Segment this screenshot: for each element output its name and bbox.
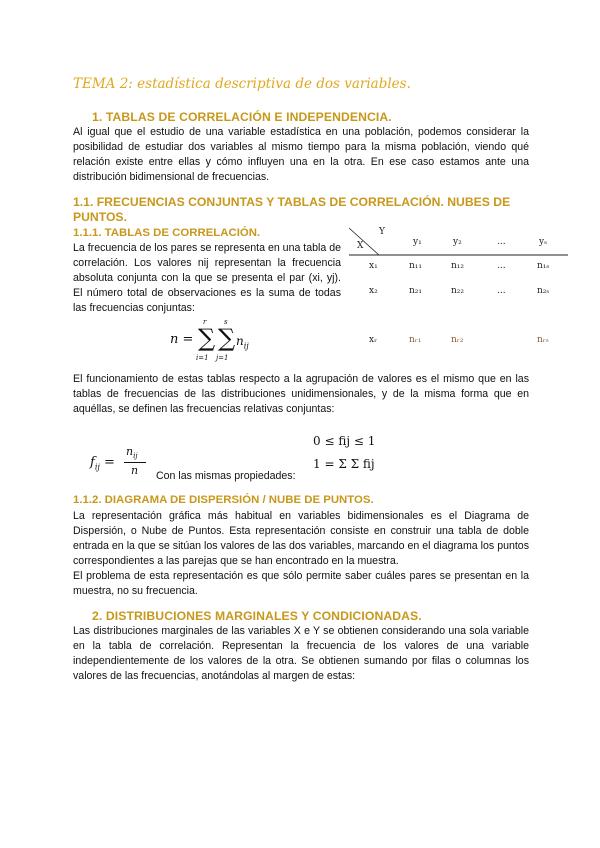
- section-1-1-2-heading: 1.1.2. DIAGRAMA DE DISPERSIÓN / NUBE DE PUNTOS.: [73, 494, 374, 506]
- table-cell: nᵣₛ: [537, 335, 549, 345]
- table-cell: n₂₂: [451, 286, 465, 296]
- formula-total-n: n = r ∑ i=1 s ∑ j=1 $n_{ij}$: [170, 318, 249, 362]
- section-1-intro: Al igual que el estudio de una variable estadística en una población, podemos considerar la posibilidad de estudiar dos variables al mismo tiempo para la misma población, viendo qué relación existe entre ellas y cómo influyen una en la otra. En ese caso estamos ante una distribución bidimensional de frecuencias.: [73, 126, 529, 183]
- table-cell: n₁₂: [451, 261, 465, 271]
- section-1-1-1-text: La frecuencia de los pares se representa en una tabla de correlación. Los valores nij representan la frecuencia absoluta conjunta con la que se presenta el par (xi, yj). El número total de observaciones es la suma de todas las frecuencias conjuntas:: [73, 242, 341, 314]
- section-1-1-1-heading: 1.1.1. TABLAS DE CORRELACIÓN.: [73, 227, 261, 239]
- row-label: x₁: [369, 261, 378, 271]
- section-1-1-para2: El funcionamiento de estas tablas respecto a la agrupación de valores es el mismo que en las tablas de frecuencias de las distribuciones unidimensionales, y de la misma forma que en aquéllas, se definen las frecuencias relativas conjuntas:: [73, 373, 529, 415]
- section-1-1-2-text2: El problema de esta representación es que sólo permite saber cuáles pares se presentan en la muestra, no su frecuencia.: [73, 570, 529, 597]
- corner-y-label: Y: [379, 227, 385, 237]
- section-1-1-2-text: La representación gráfica más habitual en variables bidimensionales es el Diagrama de Dispersión, o Nube de Puntos. Esta representación consiste en construir una tabla de doble entrada en la que se sitúan los valores de las dos variables, marcando en el diagrama los puntos correspondientes a las parejas que se han encontrado en la muestra.: [73, 510, 529, 567]
- page-title: TEMA 2: estadística descriptiva de dos variables.: [73, 76, 411, 92]
- table-cell: nᵣ₁: [409, 335, 422, 345]
- table-cell: ...: [497, 261, 506, 271]
- section-2-text: Las distribuciones marginales de las variables X e Y se obtienen considerando una sola variable en la tabla de correlación. Representan la frecuencia de los valores de una variable independientemente de los valores de la otra. Se obtienen sumando por filas o columnas los valores de las frecuencias, anotándolas al margen de estas:: [73, 625, 529, 682]
- table-cell: n₂₁: [409, 286, 423, 296]
- property-range: 0 ≤ fij ≤ 1: [313, 434, 376, 448]
- header-cell: ...: [497, 237, 506, 247]
- properties-label: Con las mismas propiedades:: [156, 470, 296, 482]
- table-cell: n₂ₛ: [537, 286, 550, 296]
- row-label: x₂: [369, 286, 378, 296]
- table-cell: n₁ₛ: [537, 261, 550, 271]
- corner-x-label: X: [357, 241, 364, 251]
- header-cell: y₂: [453, 237, 462, 247]
- section-1-heading: 1. TABLAS DE CORRELACIÓN E INDEPENDENCIA.: [92, 110, 392, 124]
- header-cell: y₁: [413, 237, 422, 247]
- table-cell: ...: [497, 286, 506, 296]
- table-cell: n₁₁: [409, 261, 423, 271]
- formula-relative-frequency: $f_{ij}$ = $n_{ij}$ n: [90, 445, 150, 479]
- table-cell: nᵣ₂: [451, 335, 464, 345]
- section-2-heading: 2. DISTRIBUCIONES MARGINALES Y CONDICIONADAS.: [92, 609, 422, 623]
- header-cell: yₛ: [539, 237, 548, 247]
- property-sum: 1 = Σ Σ fij: [313, 457, 375, 471]
- section-1-1-heading: 1.1. FRECUENCIAS CONJUNTAS Y TABLAS DE CORRELACIÓN. NUBES DE PUNTOS.: [73, 195, 511, 224]
- correlation-table: [349, 225, 568, 355]
- row-label: xᵣ: [369, 335, 378, 345]
